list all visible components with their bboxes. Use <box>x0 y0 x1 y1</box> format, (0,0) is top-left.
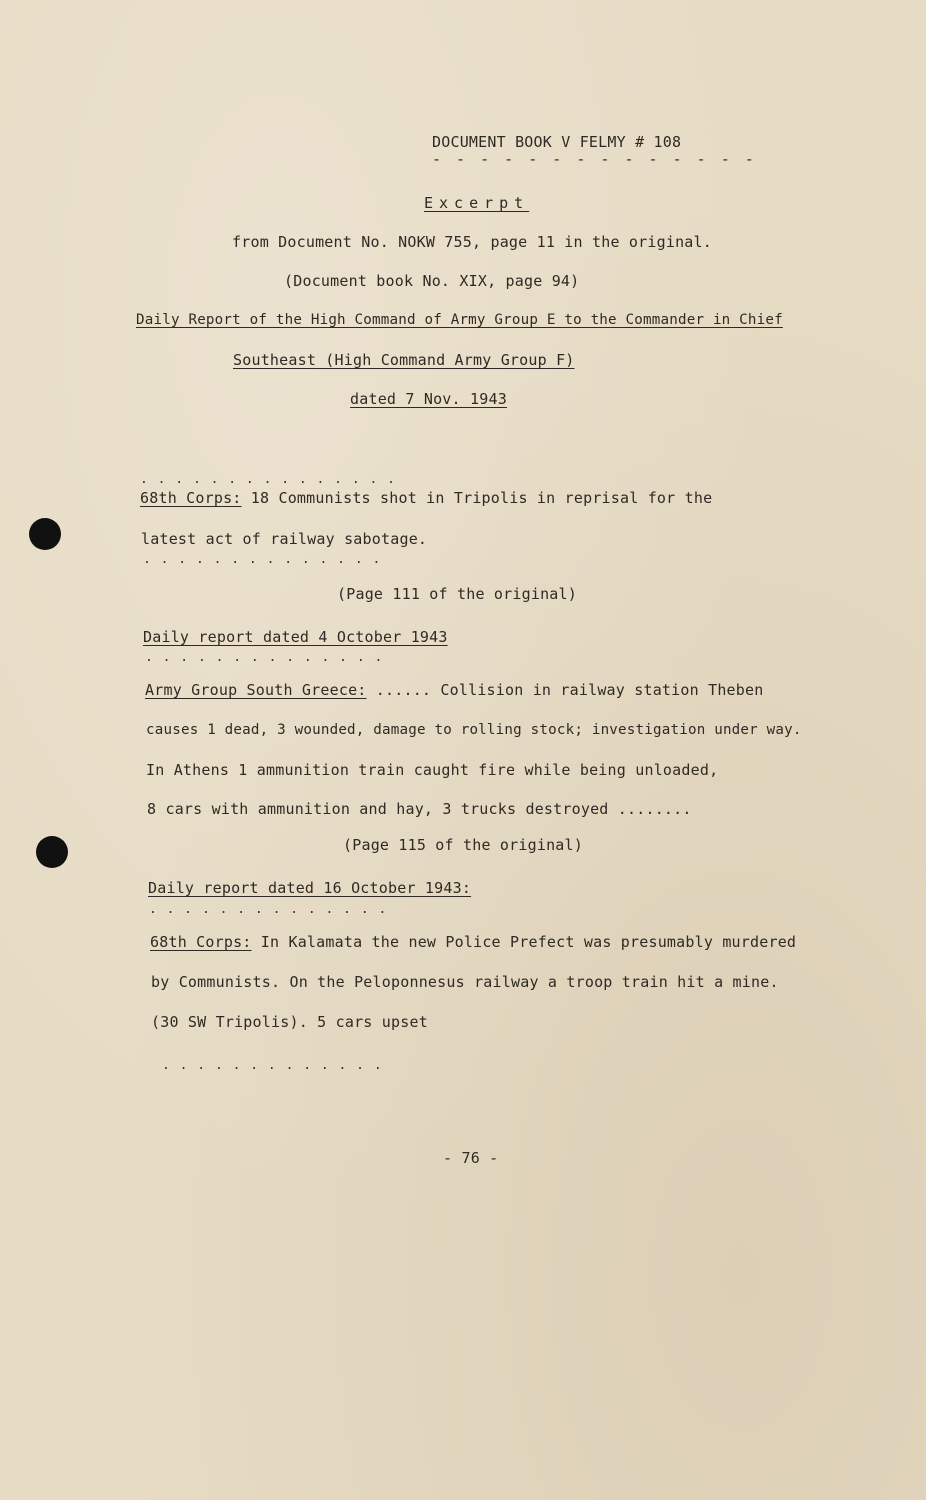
page-ref: (Page 111 of the original) <box>337 585 577 603</box>
entry-text: ...... Collision in railway station Theben <box>375 681 764 699</box>
entry-continuation: 8 cars with ammunition and hay, 3 trucks destroyed ........ <box>147 800 692 818</box>
page-number: - 76 - <box>443 1149 499 1167</box>
entry-label: 68th Corps: <box>140 489 242 507</box>
doc-ref-dashes: - - - - - - - - - - - - - - <box>432 150 757 168</box>
punch-hole-top <box>29 518 61 550</box>
entry-label: Army Group South Greece: <box>145 681 367 699</box>
ellipsis-dots: . . . . . . . . . . . . . <box>162 1058 383 1073</box>
entry-line <box>145 680 763 700</box>
entry-continuation: causes 1 dead, 3 wounded, damage to rolling stock; investigation under way. <box>146 722 802 738</box>
book-ref-line: (Document book No. XIX, page 94) <box>284 272 580 290</box>
entry-continuation: by Communists. On the Peloponnesus railway a troop train hit a mine. <box>151 973 779 991</box>
entry-line <box>150 932 796 952</box>
entry-continuation: In Athens 1 ammunition train caught fire while being unloaded, <box>146 761 719 779</box>
ellipsis-dots: . . . . . . . . . . . . . . . <box>140 472 396 487</box>
report-date: dated 7 Nov. 1943 <box>350 390 507 408</box>
ellipsis-dots: . . . . . . . . . . . . . . <box>143 552 382 567</box>
excerpt-heading: Excerpt <box>424 194 530 212</box>
report-title-line2: Southeast (High Command Army Group F) <box>233 351 575 369</box>
entry-label: 68th Corps: <box>150 933 252 951</box>
ellipsis-dots: . . . . . . . . . . . . . . <box>145 650 384 665</box>
daily-report-heading: Daily report dated 16 October 1943: <box>148 879 472 897</box>
entry-line <box>140 488 712 508</box>
entry-continuation: latest act of railway sabotage. <box>141 530 428 548</box>
page-ref: (Page 115 of the original) <box>343 836 583 854</box>
ellipsis-dots: . . . . . . . . . . . . . . <box>149 902 388 917</box>
daily-report-heading: Daily report dated 4 October 1943 <box>143 628 448 646</box>
entry-text: 18 Communists shot in Tripolis in reprisal for the <box>250 489 713 507</box>
report-title-line1: Daily Report of the High Command of Army Group E to the Commander in Chief <box>136 312 783 328</box>
punch-hole-bottom <box>36 836 68 868</box>
entry-continuation: (30 SW Tripolis). 5 cars upset <box>151 1013 428 1031</box>
source-line: from Document No. NOKW 755, page 11 in the original. <box>232 233 712 251</box>
entry-text: In Kalamata the new Police Prefect was presumably murdered <box>260 933 797 951</box>
doc-ref: DOCUMENT BOOK V FELMY # 108 <box>432 133 682 151</box>
